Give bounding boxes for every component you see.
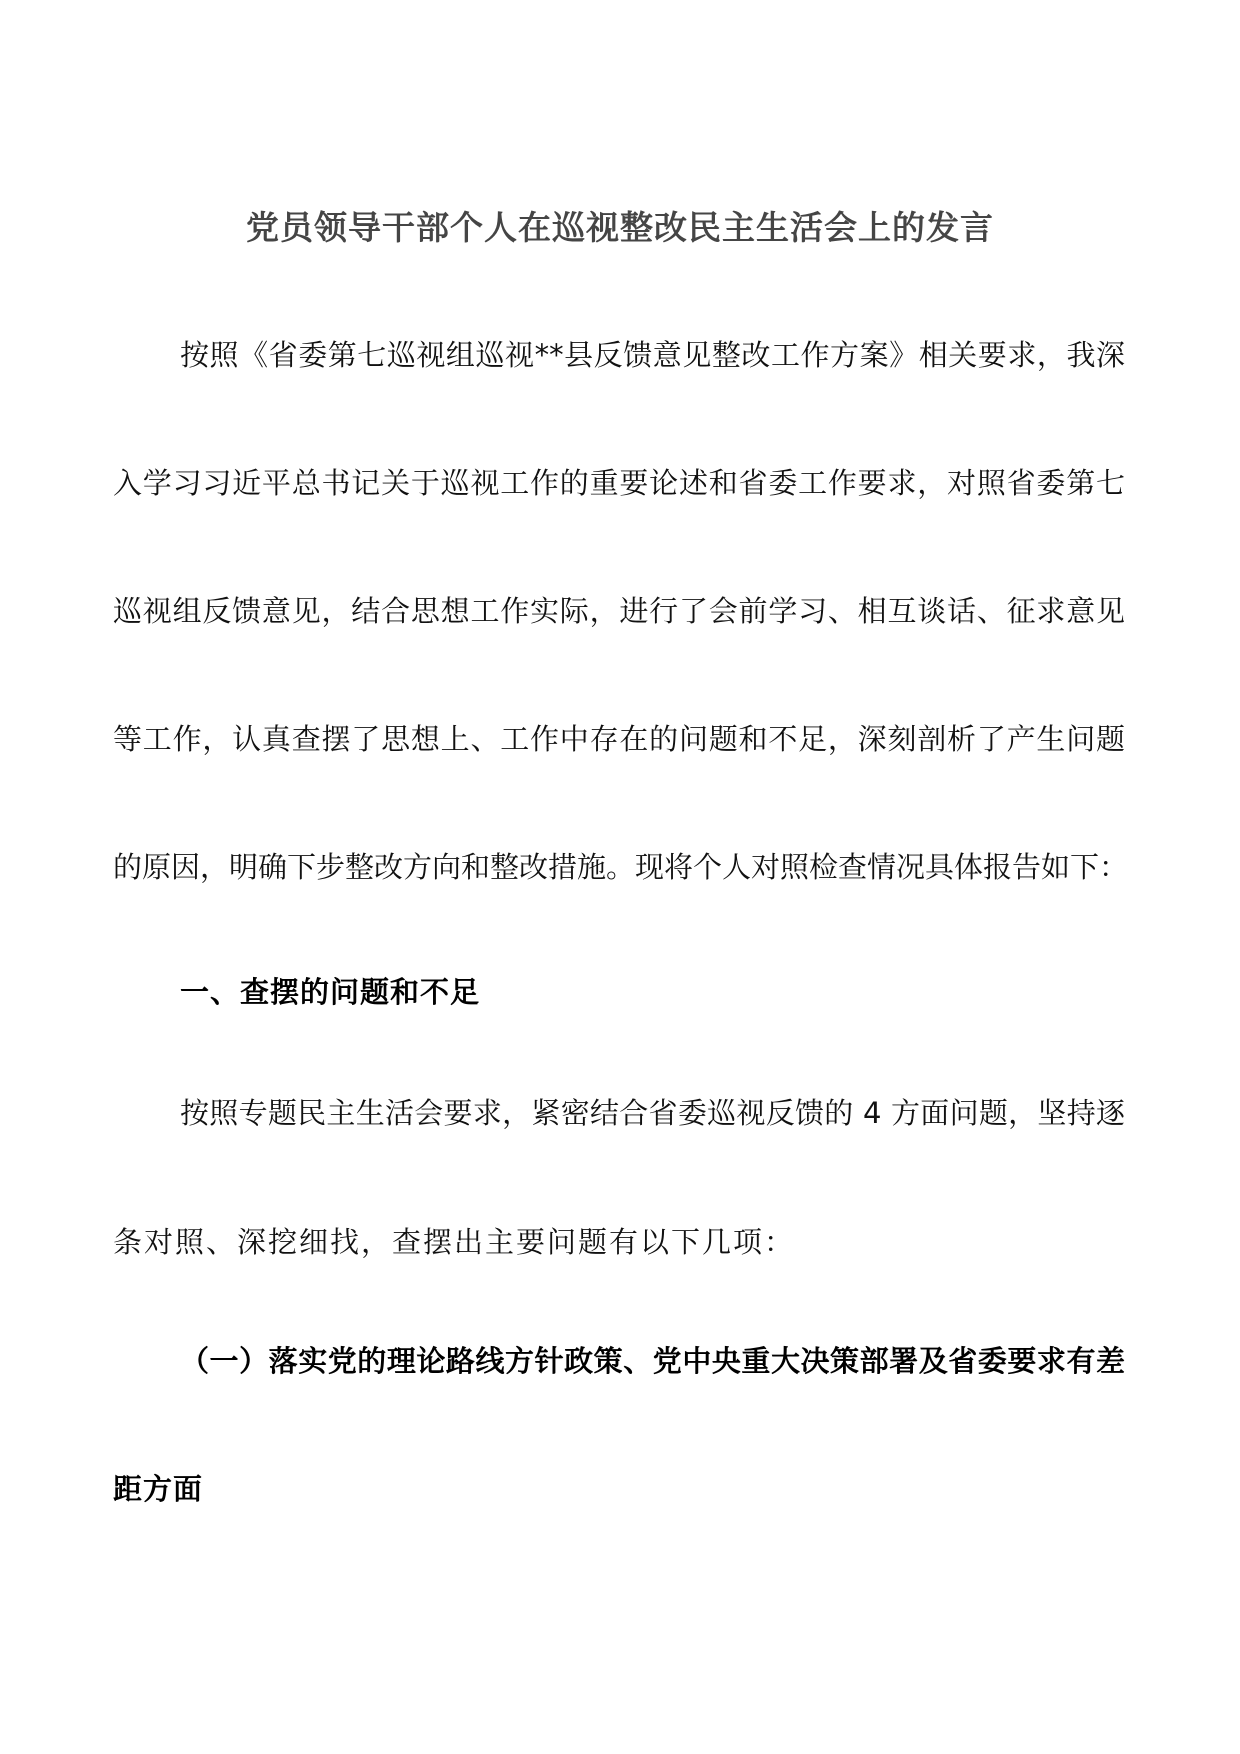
paragraph-line: 巡视组反馈意见，结合思想工作实际，进行了会前学习、相互谈话、征求意见 bbox=[113, 594, 1125, 628]
paragraph-line: 的原因，明确下步整改方向和整改措施。现将个人对照检查情况具体报告如下： bbox=[113, 850, 1129, 884]
section-heading: 一、查摆的问题和不足 bbox=[180, 975, 481, 1009]
paragraph-line: 按照《省委第七巡视组巡视**县反馈意见整改工作方案》相关要求，我深 bbox=[180, 338, 1125, 372]
paragraph-line: 条对照、深挖细找，查摆出主要问题有以下几项： bbox=[113, 1225, 796, 1259]
subheading-line: （一）落实党的理论路线方针政策、党中央重大决策部署及省委要求有差 bbox=[180, 1344, 1125, 1378]
subheading-line: 距方面 bbox=[113, 1472, 204, 1506]
paragraph-line: 按照专题民主生活会要求，紧密结合省委巡视反馈的 4 方面问题，坚持逐 bbox=[180, 1096, 1125, 1130]
paragraph-line: 入学习习近平总书记关于巡视工作的重要论述和省委工作要求，对照省委第七 bbox=[113, 466, 1125, 500]
document-title: 党员领导干部个人在巡视整改民主生活会上的发言 bbox=[246, 208, 994, 247]
paragraph-line: 等工作，认真查摆了思想上、工作中存在的问题和不足，深刻剖析了产生问题 bbox=[113, 722, 1125, 756]
